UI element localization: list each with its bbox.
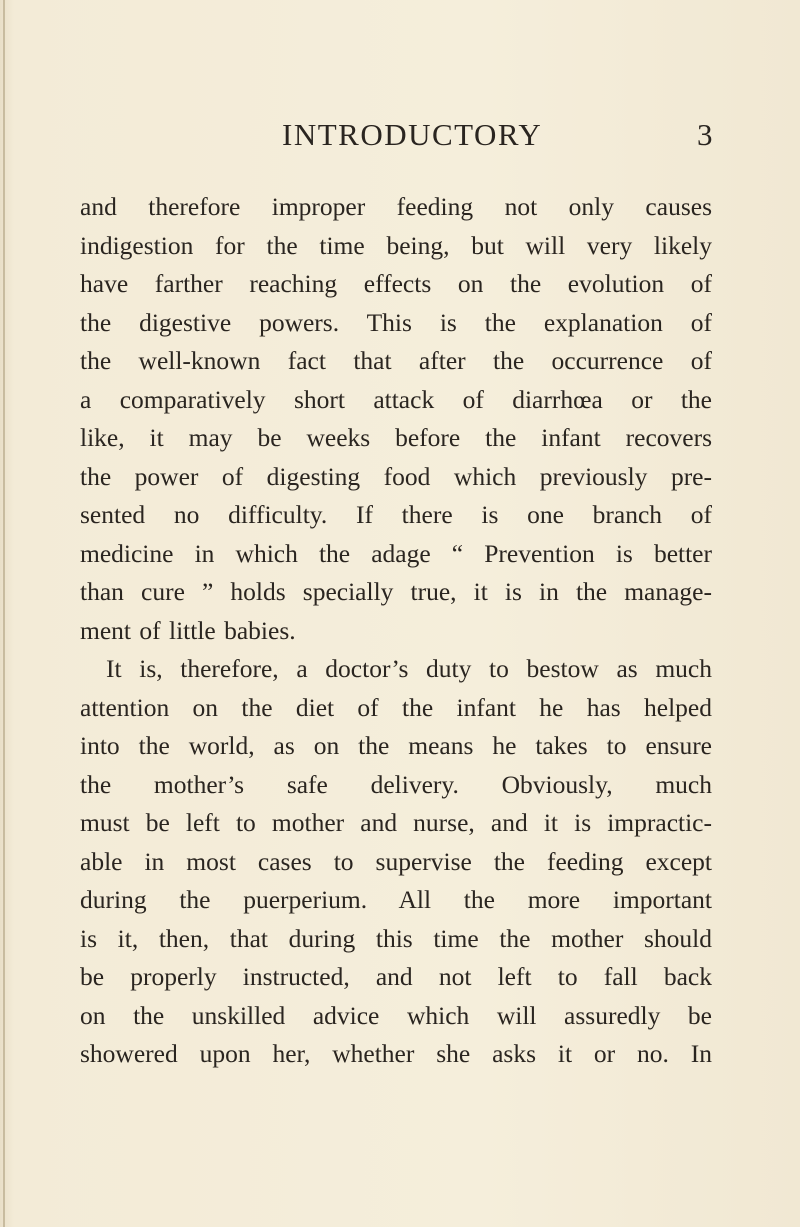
- text-line: showered upon her, whether she asks it or no. In: [80, 1039, 712, 1068]
- page-number: 3: [697, 117, 713, 152]
- text-line: on the unskilled advice which will assuredly be: [80, 1000, 712, 1030]
- text-line: medicine in which the adage “ Prevention is better: [80, 538, 712, 568]
- text-line: the power of digesting food which previously pre-: [80, 461, 712, 491]
- text-line: It is, therefore, a doctor’s duty to bestow as much: [106, 654, 712, 683]
- body-text: [80, 188, 712, 1074]
- text-line: is it, then, that during this time the mother should: [80, 923, 712, 953]
- text-line: the mother’s safe delivery. Obviously, much: [80, 769, 712, 799]
- text-line: into the world, as on the means he takes to ensure: [80, 731, 712, 760]
- text-line: the well-known fact that after the occurrence of: [80, 346, 712, 375]
- page-binding-edge: [3, 0, 5, 1227]
- text-line: the digestive powers. This is the explanation of: [80, 307, 712, 337]
- text-line: and therefore improper feeding not only causes: [80, 192, 712, 221]
- page-header: [0, 115, 800, 155]
- text-line: be properly instructed, and not left to fall back: [80, 962, 712, 991]
- text-line: like, it may be weeks before the infant recovers: [80, 423, 712, 452]
- text-line: have farther reaching effects on the evolution of: [80, 269, 712, 298]
- text-line: must be left to mother and nurse, and it is impractic-: [80, 808, 712, 837]
- text-line: able in most cases to supervise the feeding except: [80, 846, 712, 876]
- text-line: ment of little babies.: [80, 615, 296, 645]
- text-line: attention on the diet of the infant he has helped: [80, 692, 712, 722]
- text-line: during the puerperium. All the more important: [80, 885, 712, 914]
- running-title: INTRODUCTORY: [282, 117, 543, 152]
- text-line: a comparatively short attack of diarrhœa or the: [80, 384, 712, 414]
- text-line: sented no difficulty. If there is one branch of: [80, 500, 712, 529]
- text-line: than cure ” holds specially true, it is in the manage-: [80, 577, 712, 606]
- text-line: indigestion for the time being, but will very likely: [80, 230, 712, 260]
